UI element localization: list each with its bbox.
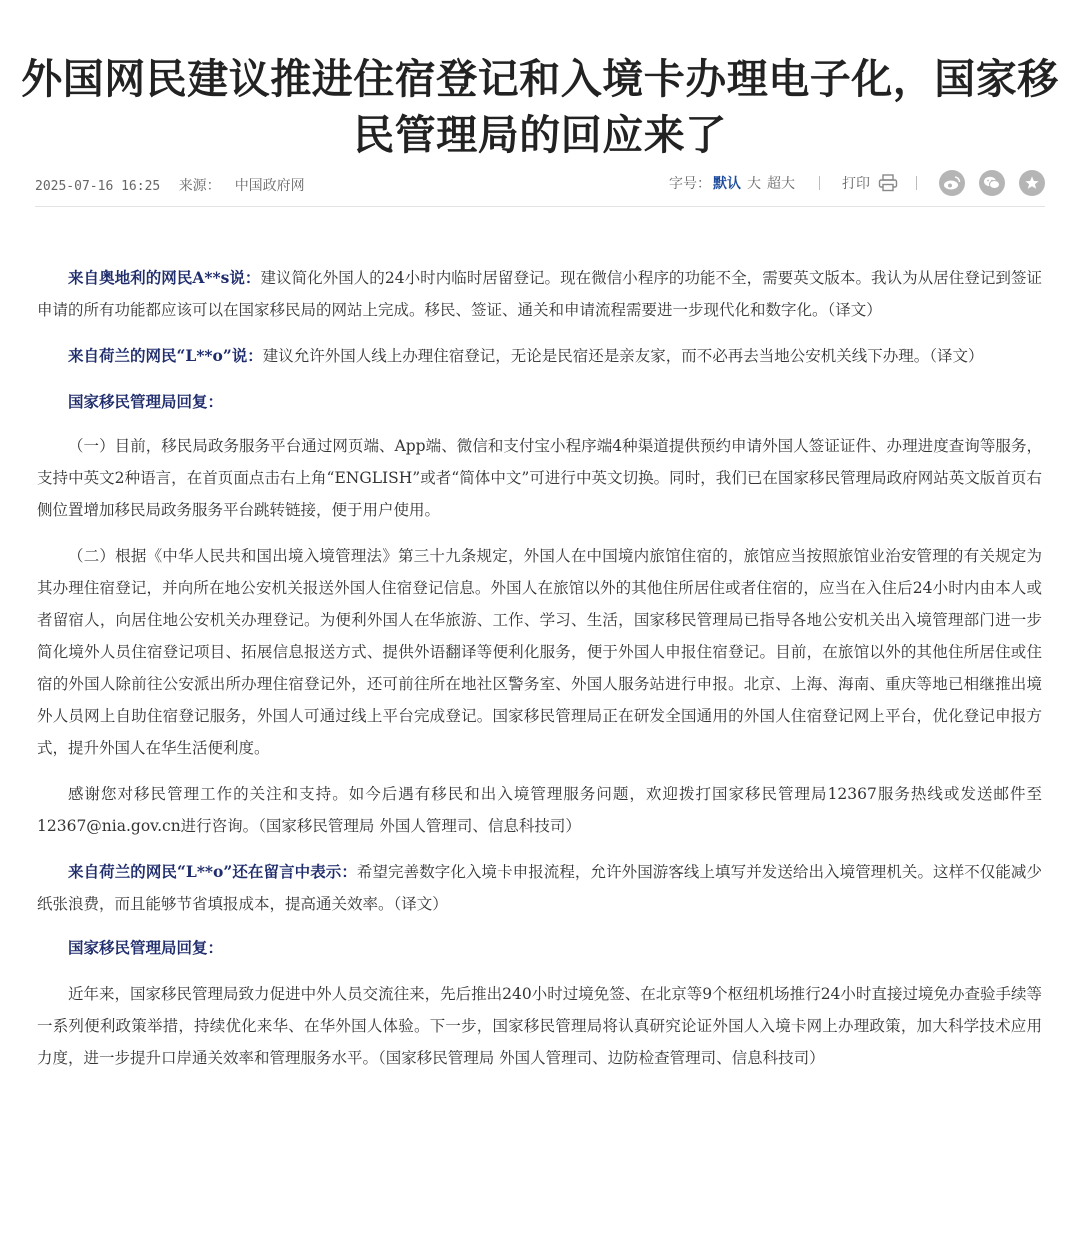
paragraph bbox=[37, 262, 1042, 326]
separator bbox=[916, 176, 917, 190]
print-label: 打印 bbox=[842, 176, 870, 192]
netizen-lead: 来自奥地利的网民A**s说： bbox=[68, 268, 261, 287]
source-value: 中国政府网 bbox=[234, 178, 305, 194]
paragraph: 近年来，国家移民管理局致力促进中外人员交流往来，先后推出240小时过境免签、在北京等9个枢纽机场推行24小时直接过境免办查验手续等一系列便利政策举措，持续优化来华、在华外国人体验。下一步，国家移民管理局将认真研究论证外国人入境卡网上办理政策，加大科学技术应用力度，进一步提升口岸通关效率和管理服务水平。（国家移民管理局 外国人管理司、边防检查管理司、信息科技司） bbox=[37, 985, 1042, 1067]
separator bbox=[819, 176, 820, 190]
publish-date: 2025-07-16 16:25 bbox=[35, 179, 161, 194]
printer-icon bbox=[878, 174, 898, 192]
page-title: 外国网民建议推进住宿登记和入境卡办理电子化，国家移民管理局的回应来了 bbox=[21, 55, 1059, 160]
font-size-xlarge-button[interactable]: 超大 bbox=[767, 176, 795, 192]
print-button[interactable] bbox=[842, 173, 898, 193]
font-size-default-button[interactable]: 默认 bbox=[713, 176, 741, 192]
paragraph: （二）根据《中华人民共和国出境入境管理法》第三十九条规定，外国人在中国境内旅馆住宿的，旅馆应当按照旅馆业治安管理的有关规定为其办理住宿登记，并向所在地公安机关报送外国人住宿登记信息。外国人在旅馆以外的其他住所居住或者住宿的，应当在入住后24小时内由本人或者留宿人，向居住地公安机关办理登记。为便利外国人在华旅游、工作、学习、生活，国家移民管理局已指导各地公安机关出入境管理部门进一步简化境外人员住宿登记项目、拓展信息报送方式、提供外语翻译等便利化服务，便于外国人申报住宿登记。目前，在旅馆以外的其他住所居住或住宿的外国人除前往公安派出所办理住宿登记外，还可前往所在地社区警务室、外国人服务站进行申报。北京、上海、海南、重庆等地已相继推出境外人员网上自助住宿登记服务，外国人可通过线上平台完成登记。国家移民管理局正在研发全国通用的外国人住宿登记网上平台，优化登记申报方式，提升外国人在华生活便利度。 bbox=[37, 547, 1042, 757]
paragraph bbox=[37, 340, 1042, 372]
source-label: 来源： bbox=[178, 178, 221, 194]
font-size-label: 字号： bbox=[669, 176, 711, 192]
font-size-large-button[interactable]: 大 bbox=[747, 176, 761, 192]
font-size-selector bbox=[669, 173, 801, 193]
paragraph: （一）目前，移民局政务服务平台通过网页端、App端、微信和支付宝小程序端4种渠道提供预约申请外国人签证证件、办理进度查询等服务，支持中英文2种语言，在首页面点击右上角“ENGLISH”或者“简体中文”可进行中英文切换。同时，我们已在国家移民管理局政府网站英文版首页右侧位置增加移民局政务服务平台跳转链接，便于用户使用。 bbox=[37, 437, 1042, 519]
paragraph-text: 建议允许外国人线上办理住宿登记，无论是民宿还是亲友家，而不必再去当地公安机关线下办理。（译文） bbox=[262, 347, 984, 365]
article-meta bbox=[35, 168, 1045, 198]
reply-heading: 国家移民管理局回复： bbox=[68, 938, 224, 957]
netizen-lead: 来自荷兰的网民“L**o”还在留言中表示： bbox=[68, 862, 357, 881]
share-group bbox=[939, 170, 1045, 196]
weibo-icon[interactable] bbox=[939, 170, 965, 196]
header-divider bbox=[35, 206, 1045, 207]
paragraph bbox=[37, 856, 1042, 920]
wechat-icon[interactable] bbox=[979, 170, 1005, 196]
paragraph: 感谢您对移民管理工作的关注和支持。如今后遇有移民和出入境管理服务问题，欢迎拨打国家移民管理局12367服务热线或发送邮件至12367@nia.gov.cn进行咨询。（国家移民管理局 外国人管理司、信息科技司） bbox=[37, 785, 1042, 835]
reply-heading: 国家移民管理局回复： bbox=[68, 392, 224, 411]
paragraph-text: 建议简化外国人的24小时内临时居留登记。现在微信小程序的功能不全，需要英文版本。我认为从居住登记到签证申请的所有功能都应该可以在国家移民局的网站上完成。移民、签证、通关和申请流程需要进一步现代化和数字化。（译文） bbox=[37, 269, 1042, 319]
article-body bbox=[37, 262, 1042, 1074]
paragraph-text: 希望完善数字化入境卡申报流程，允许外国游客线上填写并发送给出入境管理机关。这样不仅能减少纸张浪费，而且能够节省填报成本，提高通关效率。（译文） bbox=[37, 863, 1042, 913]
netizen-lead: 来自荷兰的网民“L**o”说： bbox=[68, 346, 263, 365]
favorite-icon[interactable] bbox=[1019, 170, 1045, 196]
